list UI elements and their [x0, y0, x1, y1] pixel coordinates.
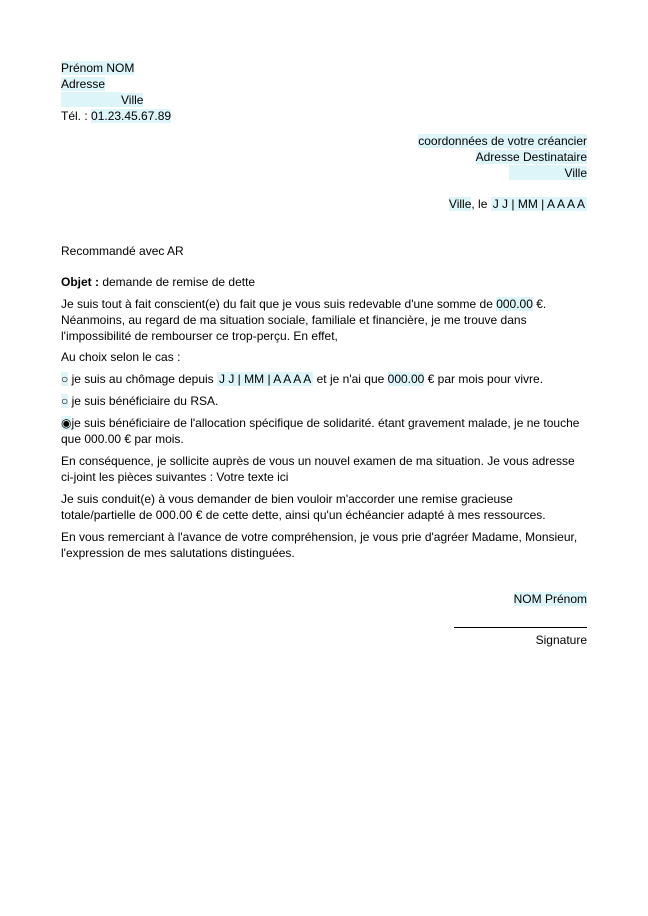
paragraph-closing-line1: En vous remerciant à l'avance de votre compréhension, je vous prie d'agréer Madame, Monsieur, — [61, 530, 578, 544]
unemployment-amount-field[interactable]: 000.00 — [387, 372, 425, 386]
debt-text-a: Je suis tout à fait conscient(e) du fait que je vous suis redevable d'une somme de — [61, 297, 497, 311]
signature-label: Signature — [535, 633, 587, 647]
debt-amount-field[interactable]: 000.00 — [496, 297, 533, 311]
date-field[interactable]: J J | MM | A A A A — [492, 197, 585, 211]
paragraph-debt-line1 — [61, 296, 588, 312]
paragraph-remission-line1: Je suis conduit(e) à vous demander de bien vouloir m'accorder une remise gracieuse — [61, 492, 513, 506]
recipient-city-field[interactable]: Ville — [564, 166, 587, 180]
radio-option-unemployment[interactable]: ○ — [61, 372, 69, 386]
subject-label: Objet : — [61, 275, 99, 289]
paragraph-request — [61, 453, 588, 485]
paragraph-debt-line3: l'impossibilité de rembourser ce trop-perçu. En effet, — [61, 329, 338, 343]
date-line — [449, 196, 587, 212]
sender-name[interactable] — [61, 60, 134, 76]
sender-postcode-field[interactable] — [61, 92, 121, 107]
option3-line2: que 000.00 € par mois. — [61, 432, 184, 446]
sending-mode: Recommandé avec AR — [61, 244, 184, 258]
option-rsa — [61, 393, 218, 409]
sender-address[interactable] — [61, 76, 105, 92]
unemployment-date-field[interactable]: J J | MM | A A A A — [219, 372, 312, 386]
subject-text: demande de remise de dette — [99, 275, 256, 289]
paragraph-debt — [61, 296, 588, 344]
recipient-line2[interactable] — [476, 149, 587, 165]
paragraph-debt-line2: Néanmoins, au regard de ma situation sociale, familiale et financière, je me trouve dans — [61, 313, 527, 327]
paragraph-remission — [61, 491, 588, 523]
option3-line1 — [61, 415, 588, 431]
subject-line — [61, 274, 255, 290]
option1-text-a: je suis au chômage depuis — [68, 372, 218, 386]
date-place-field[interactable]: Ville — [448, 197, 472, 211]
paragraph-request-line2: ci-joint les pièces suivantes : Votre texte ici — [61, 470, 289, 484]
recipient-line1[interactable] — [418, 133, 587, 149]
radio-option-rsa[interactable]: ○ — [61, 394, 69, 408]
option-unemployment — [61, 371, 543, 387]
sender-city-line[interactable] — [61, 92, 143, 108]
recipient-postcode-field[interactable] — [509, 165, 565, 180]
paragraph-closing-line2: l'expression de mes salutations distinguées. — [61, 546, 295, 560]
sender-phone-label: Tél. : — [61, 109, 92, 123]
recipient-creditor-field[interactable]: coordonnées de votre créancier — [418, 134, 587, 148]
radio-option-ass[interactable]: ◉ — [61, 416, 72, 430]
recipient-city-line[interactable] — [509, 165, 587, 181]
debt-text-b: €. — [532, 297, 547, 311]
signature-line — [454, 619, 587, 628]
sender-city-field[interactable]: Ville — [121, 93, 144, 107]
choice-intro: Au choix selon le cas : — [61, 350, 181, 364]
option-ass — [61, 415, 588, 447]
paragraph-request-line1: En conséquence, je sollicite auprès de vous un nouvel examen de ma situation. Je vous adresse — [61, 454, 575, 468]
signature-name-field[interactable]: NOM Prénom — [513, 592, 587, 606]
option2-text: je suis bénéficiaire du RSA. — [68, 394, 219, 408]
option1-text-b: et je n'ai que — [313, 372, 388, 386]
paragraph-remission-line2: totale/partielle de 000.00 € de cette dette, ainsi qu'un échéancier adapté à mes ressources. — [61, 508, 546, 522]
sender-name-field[interactable]: Prénom NOM — [61, 61, 135, 75]
sender-phone-line — [61, 108, 171, 124]
paragraph-closing — [61, 529, 588, 561]
recipient-address-field[interactable]: Adresse Destinataire — [475, 150, 587, 164]
sender-phone-field[interactable]: 01.23.45.67.89 — [91, 109, 172, 123]
sender-address-field[interactable]: Adresse — [61, 77, 106, 91]
option1-text-c: € par mois pour vivre. — [424, 372, 544, 386]
signature-name[interactable] — [514, 591, 587, 607]
option3-text: je suis bénéficiaire de l'allocation spécifique de solidarité. étant gravement malade, je ne touche — [71, 416, 580, 430]
date-separator: , le — [471, 197, 491, 211]
